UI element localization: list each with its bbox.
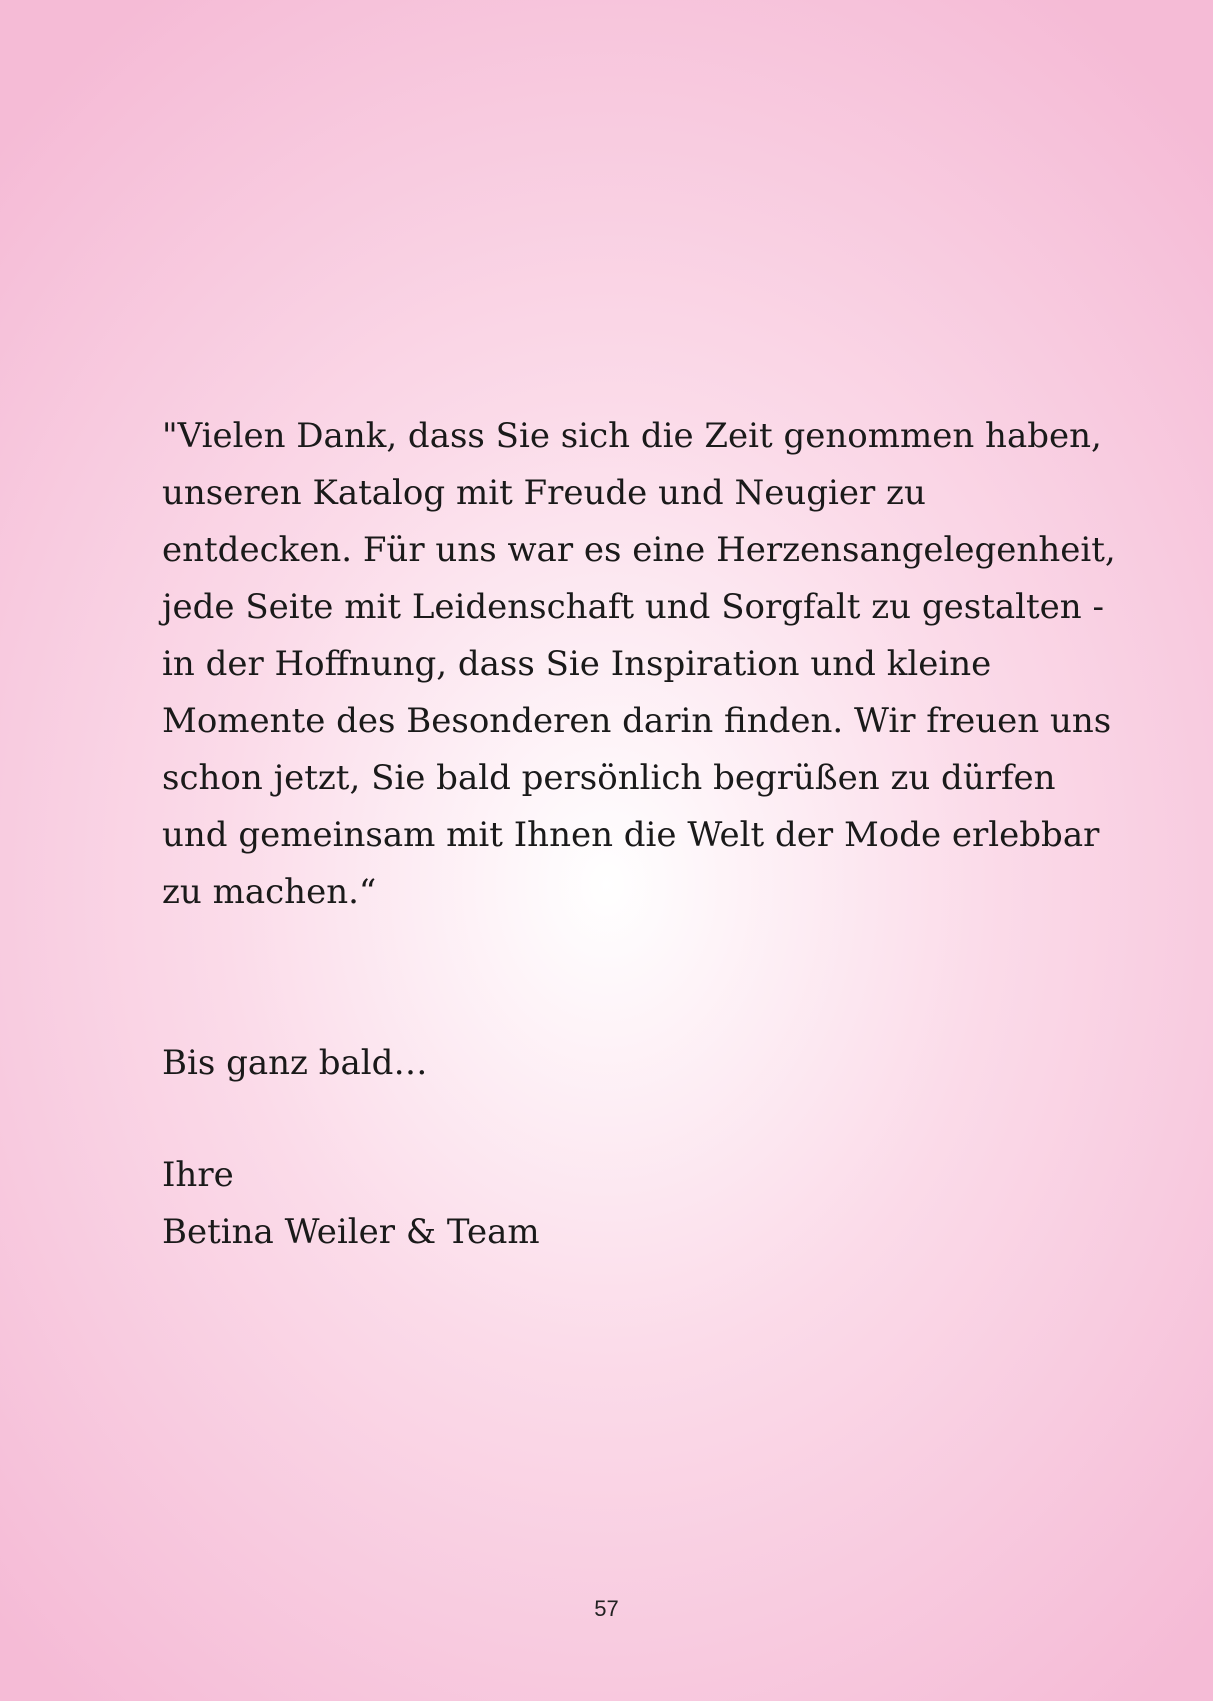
- message-line: unseren Katalog mit Freude und Neugier zu: [162, 473, 926, 513]
- signature-block: [162, 1147, 862, 1261]
- message-line: in der Hoffnung, dass Sie Inspiration und kleine: [162, 644, 992, 684]
- message-line: zu machen.“: [162, 872, 377, 912]
- signature-name: Betina Weiler & Team: [162, 1212, 540, 1252]
- message-line: und gemeinsam mit Ihnen die Welt der Mode erlebbar: [162, 815, 1100, 855]
- message-line: schon jetzt, Sie bald persönlich begrüßen zu dürfen: [162, 758, 1056, 798]
- message-line: Momente des Besonderen darin finden. Wir freuen uns: [162, 701, 1112, 741]
- message-line: "Vielen Dank, dass Sie sich die Zeit genommen haben,: [162, 416, 1102, 456]
- page-number: 57: [594, 1596, 619, 1621]
- thank-you-message: [162, 408, 1116, 921]
- message-line: entdecken. Für uns war es eine Herzensangelegenheit,: [162, 530, 1116, 570]
- closing-greeting: Bis ganz bald…: [162, 1043, 428, 1083]
- message-line: jede Seite mit Leidenschaft und Sorgfalt zu gestalten -: [162, 587, 1104, 627]
- signoff: Ihre: [162, 1155, 234, 1195]
